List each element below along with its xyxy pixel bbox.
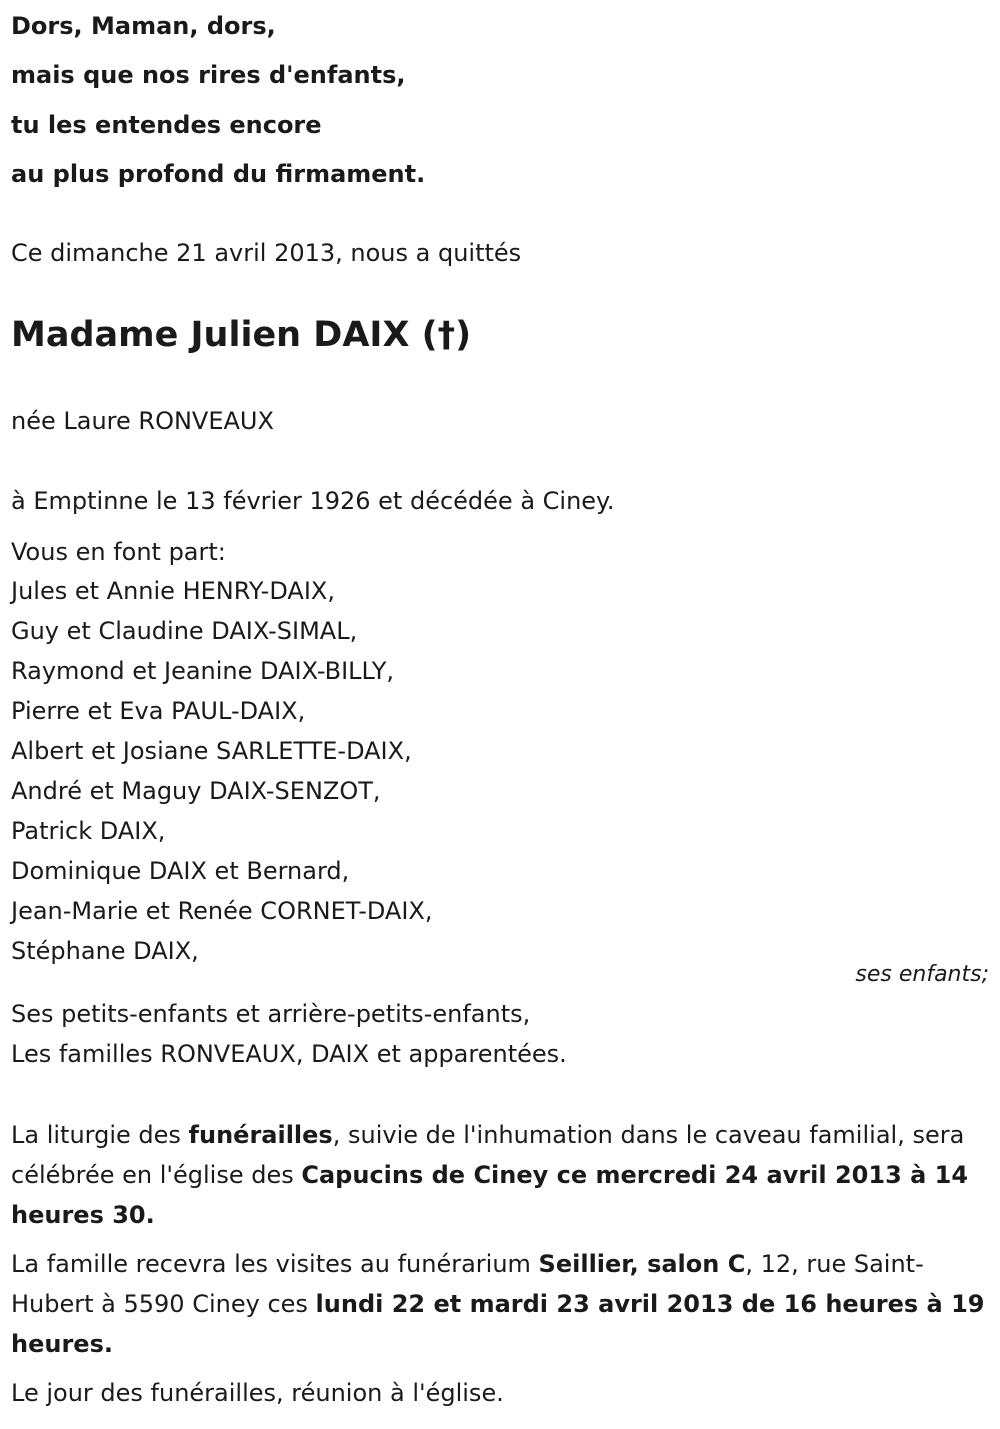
funeral-bold: funérailles — [188, 1121, 333, 1149]
poem-line: Dors, Maman, dors, — [11, 12, 276, 40]
children-role: ses enfants; — [855, 962, 989, 987]
list-item: Les familles RONVEAUX, DAIX et apparentées. — [11, 1040, 567, 1068]
funeral-paragraph — [11, 1115, 986, 1235]
poem-line: au plus profond du firmament. — [11, 160, 426, 188]
visits-dates: lundi 22 et mardi 23 avril 2013 de 16 heures à 19 heures. — [11, 1290, 985, 1358]
list-item: Jean-Marie et Renée CORNET-DAIX, — [11, 897, 433, 925]
visits-paragraph — [11, 1244, 986, 1364]
deceased-name: Madame Julien DAIX (†) — [11, 315, 472, 355]
list-item: Jules et Annie HENRY-DAIX, — [11, 577, 335, 605]
poem-line: tu les entendes encore — [11, 111, 322, 139]
visits-text: , 12, rue Saint-Hubert à 5590 Ciney ces — [11, 1250, 924, 1318]
visits-text: La famille recevra les visites au funérarium — [11, 1250, 539, 1278]
birth-name: née Laure RONVEAUX — [11, 407, 274, 435]
list-item: Stéphane DAIX, — [11, 937, 199, 965]
list-item: André et Maguy DAIX-SENZOT, — [11, 777, 381, 805]
list-item: Pierre et Eva PAUL-DAIX, — [11, 697, 306, 725]
poem-line: mais que nos rires d'enfants, — [11, 61, 406, 89]
intro-line: Vous en font part: — [11, 538, 226, 566]
reunion-note: Le jour des funérailles, réunion à l'église. — [11, 1379, 504, 1407]
funeral-text: , suivie de l'inhumation dans le caveau familial, sera célébrée en l'église des — [11, 1121, 965, 1189]
announcement: Ce dimanche 21 avril 2013, nous a quittés — [11, 239, 522, 267]
list-item: Guy et Claudine DAIX-SIMAL, — [11, 617, 358, 645]
list-item: Ses petits-enfants et arrière-petits-enfants, — [11, 1000, 531, 1028]
funeral-home: Seillier, salon C — [538, 1250, 746, 1278]
funeral-text: La liturgie des — [11, 1121, 189, 1149]
list-item: Raymond et Jeanine DAIX-BILLY, — [11, 657, 395, 685]
funeral-location-date: Capucins de Ciney ce mercredi 24 avril 2013 à 14 heures 30. — [11, 1161, 969, 1229]
list-item: Albert et Josiane SARLETTE-DAIX, — [11, 737, 412, 765]
list-item: Patrick DAIX, — [11, 817, 166, 845]
list-item: Dominique DAIX et Bernard, — [11, 857, 350, 885]
birth-death-info: à Emptinne le 13 février 1926 et décédée à Ciney. — [11, 487, 615, 515]
